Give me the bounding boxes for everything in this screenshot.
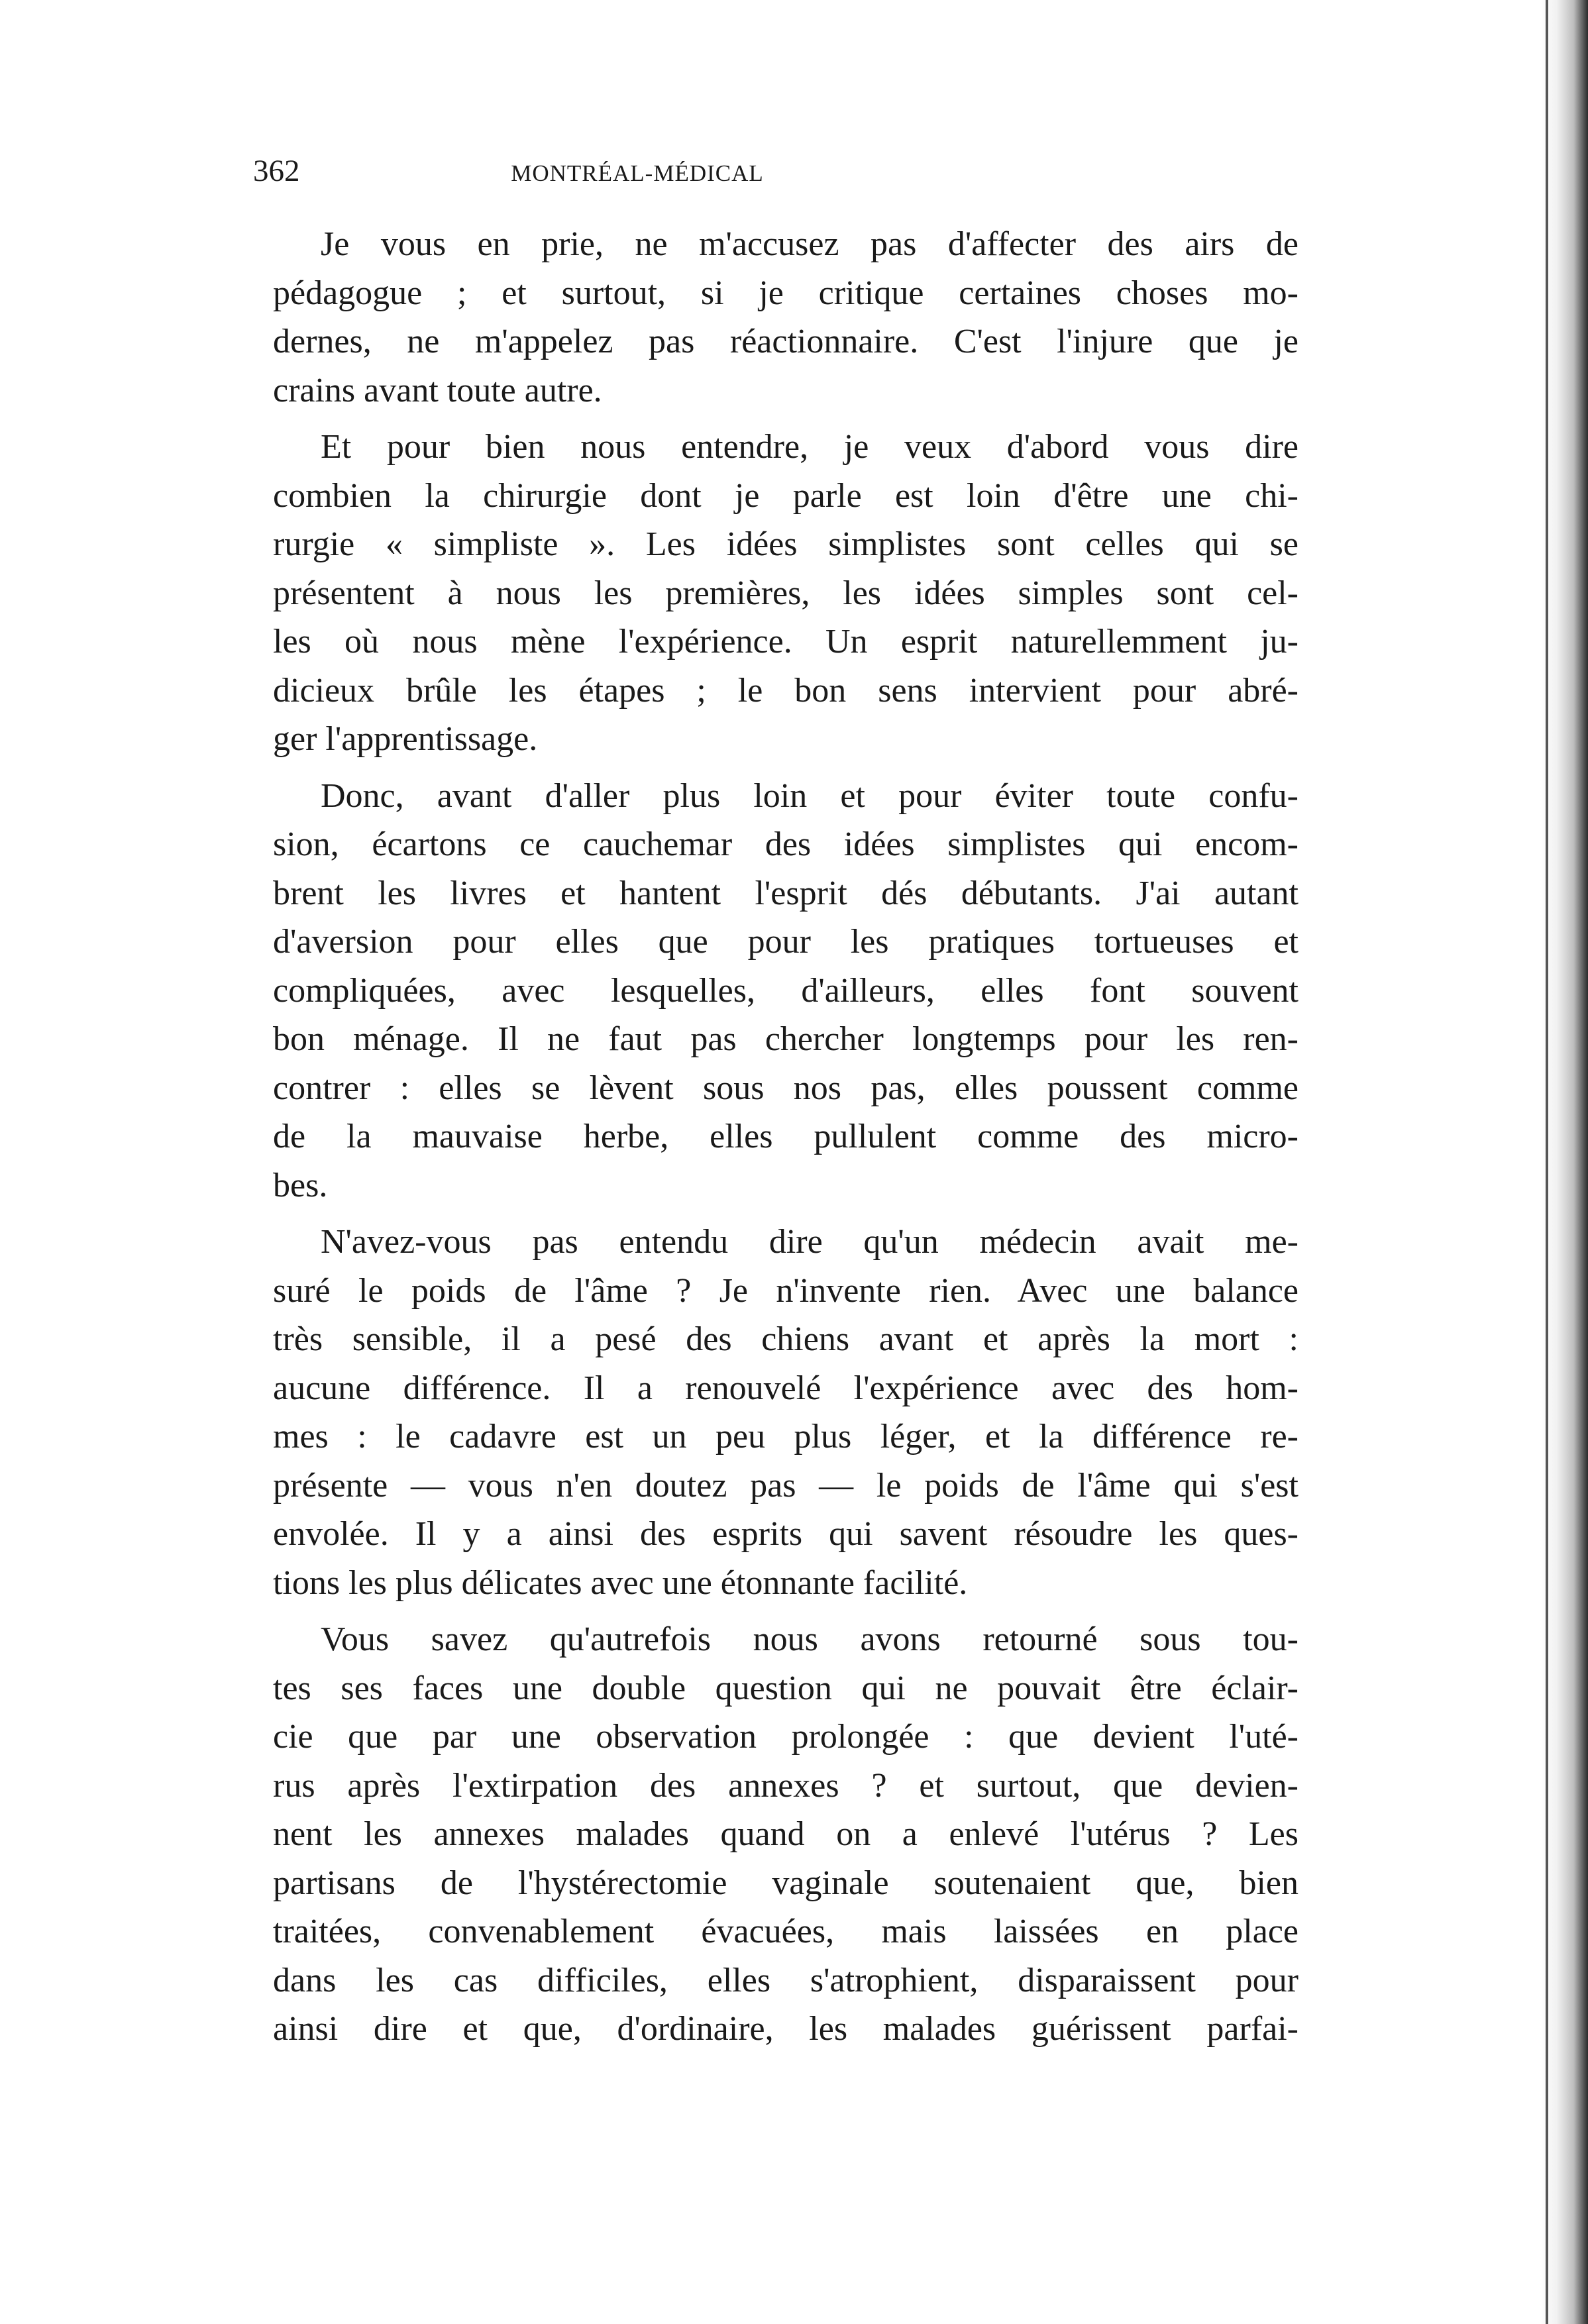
text-line: tes ses faces une double question qui ne pouvait être éclair-	[273, 1669, 1298, 1707]
page-number: 362	[253, 154, 300, 188]
text-line: rurgie « simpliste ». Les idées simplistes sont celles qui se	[273, 525, 1298, 563]
text-line: nent les annexes malades quand on a enlevé l'utérus ? Les	[273, 1815, 1298, 1853]
text-line: dans les cas difficiles, elles s'atrophient, disparaissent pour	[273, 1961, 1298, 1999]
body-text	[273, 220, 1298, 2054]
text-line: Je vous en prie, ne m'accusez pas d'affecter des airs de	[321, 225, 1298, 263]
text-line: dernes, ne m'appelez pas réactionnaire. C'est l'injure que je	[273, 323, 1298, 360]
text-line: tions les plus délicates avec une étonnante facilité.	[273, 1563, 968, 1602]
page-header	[253, 151, 988, 191]
paragraph	[273, 220, 1298, 415]
text-line: très sensible, il a pesé des chiens avant et après la mort :	[273, 1320, 1298, 1358]
text-line: aucune différence. Il a renouvelé l'expérience avec des hom-	[273, 1369, 1298, 1407]
text-line: contrer : elles se lèvent sous nos pas, elles poussent comme	[273, 1069, 1298, 1107]
text-line: dicieux brûle les étapes ; le bon sens intervient pour abré-	[273, 671, 1298, 710]
text-line: envolée. Il y a ainsi des esprits qui savent résoudre les ques-	[273, 1515, 1298, 1553]
text-line: mes : le cadavre est un peu plus léger, et la différence re-	[273, 1418, 1298, 1455]
text-line: présente — vous n'en doutez pas — le poids de l'âme qui s'est	[273, 1466, 1298, 1505]
text-line: rus après l'extirpation des annexes ? et surtout, que devien-	[273, 1766, 1298, 1805]
paragraph	[273, 423, 1298, 764]
text-line: bes.	[273, 1166, 328, 1204]
text-line: suré le poids de l'âme ? Je n'invente rien. Avec une balance	[273, 1271, 1298, 1310]
text-line: N'avez-vous pas entendu dire qu'un médecin avait me-	[321, 1223, 1298, 1261]
text-line: sion, écartons ce cauchemar des idées simplistes qui encom-	[273, 825, 1298, 863]
text-line: compliquées, avec lesquelles, d'ailleurs, elles font souvent	[273, 971, 1298, 1010]
paragraph	[273, 772, 1298, 1210]
text-line: Donc, avant d'aller plus loin et pour éviter toute confu-	[321, 776, 1298, 815]
text-line: ger l'apprentissage.	[273, 720, 538, 758]
text-line: les où nous mène l'expérience. Un esprit naturellemment ju-	[273, 623, 1298, 660]
text-line: brent les livres et hantent l'esprit dés débutants. J'ai autant	[273, 874, 1298, 912]
paragraph	[273, 1615, 1298, 2054]
text-line: pédagogue ; et surtout, si je critique certaines choses mo-	[273, 274, 1298, 312]
text-line: crains avant toute autre.	[273, 371, 602, 409]
text-line: traitées, convenablement évacuées, mais laissées en place	[273, 1913, 1298, 1950]
text-line: Et pour bien nous entendre, je veux d'abord vous dire	[321, 428, 1298, 466]
text-line: présentent à nous les premières, les idées simples sont cel-	[273, 574, 1298, 612]
text-line: combien la chirurgie dont je parle est loin d'être une chi-	[273, 476, 1298, 515]
paragraph	[273, 1218, 1298, 1607]
binding-edge	[1546, 0, 1548, 2324]
text-line: cie que par une observation prolongée : que devient l'uté-	[273, 1718, 1298, 1756]
running-head: MONTRÉAL-MÉDICAL	[511, 160, 764, 186]
text-line: partisans de l'hystérectomie vaginale soutenaient que, bien	[273, 1864, 1298, 1902]
text-line: Vous savez qu'autrefois nous avons retourné sous tou-	[321, 1620, 1298, 1658]
text-line: bon ménage. Il ne faut pas chercher longtemps pour les ren-	[273, 1020, 1298, 1058]
text-line: de la mauvaise herbe, elles pullulent comme des micro-	[273, 1118, 1298, 1155]
text-line: d'aversion pour elles que pour les pratiques tortueuses et	[273, 923, 1298, 961]
text-line: ainsi dire et que, d'ordinaire, les malades guérissent parfai-	[273, 2010, 1298, 2048]
